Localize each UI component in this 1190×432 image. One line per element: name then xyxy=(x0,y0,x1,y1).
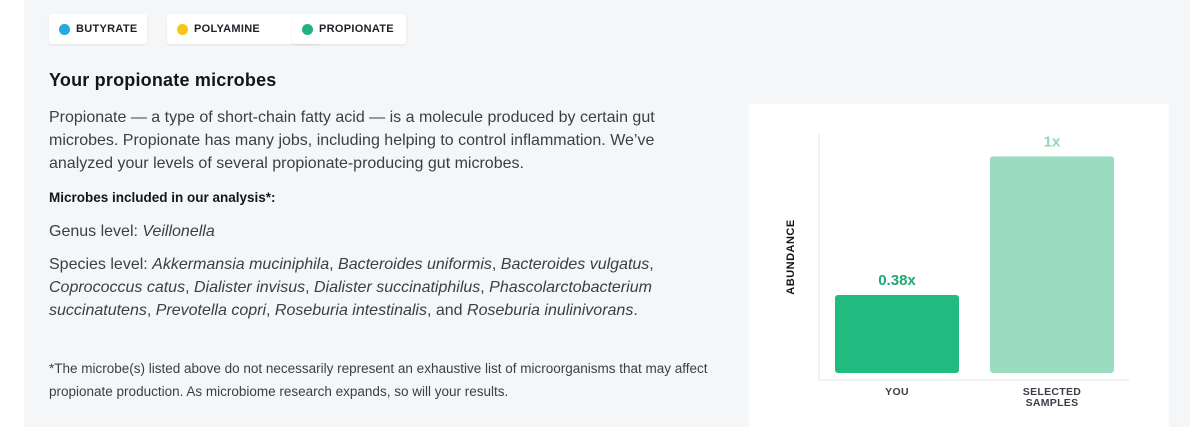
species-separator: , and xyxy=(426,302,468,319)
species-end: . xyxy=(633,302,638,319)
bar-value-label: 0.38x xyxy=(878,272,916,290)
bar-value-label: 1x xyxy=(1043,133,1061,151)
tab-label: POLYAMINE xyxy=(194,23,261,35)
category-label: SAMPLES xyxy=(1025,397,1079,409)
section-title: Your propionate microbes xyxy=(49,70,277,90)
species-name: Phascolarctobacterium succinatutens xyxy=(49,279,652,319)
species-separator: , xyxy=(266,302,275,319)
y-axis-label: ABUNDANCE xyxy=(785,219,797,295)
genus-name: Veillonella xyxy=(142,223,215,240)
abundance-chart-card xyxy=(749,104,1169,427)
genus-prefix: Genus level: xyxy=(49,223,143,240)
tab-propionate[interactable] xyxy=(292,14,406,44)
species-separator: , xyxy=(146,302,156,319)
intro-text: Propionate — a type of short-chain fatty acid — is a molecule produced by certain gut microbes. Propionate has many jobs, including helping to control inflammation. We’ve analyzed your levels of several propionate-producing gut microbes. xyxy=(49,109,655,172)
tab-label: PROPIONATE xyxy=(319,23,394,35)
species-name: Coprococcus catus xyxy=(49,279,186,296)
species-separator: , xyxy=(185,279,194,296)
species-separator: , xyxy=(649,256,654,273)
genus-level xyxy=(49,220,215,243)
butyrate-dot-icon xyxy=(59,24,70,35)
category-label: SELECTED xyxy=(1022,386,1082,398)
species-name: Roseburia intestinalis xyxy=(274,302,427,319)
species-name: Roseburia inulinivorans xyxy=(467,302,634,319)
species-separator: , xyxy=(329,256,339,273)
species-name: Dialister invisus xyxy=(193,279,306,296)
abundance-chart xyxy=(749,104,1169,427)
species-level xyxy=(49,253,719,322)
tab-butyrate[interactable] xyxy=(49,14,147,44)
propionate-dot-icon xyxy=(302,24,313,35)
footnote: *The microbe(s) listed above do not necessarily represent an exhaustive list of microorganisms that may affect propionate production. As microbiome research expands, so will your results. xyxy=(49,361,708,399)
species-name: Dialister succinatiphilus xyxy=(313,279,481,296)
species-separator: , xyxy=(491,256,501,273)
bar xyxy=(990,156,1114,373)
species-name: Akkermansia muciniphila xyxy=(152,256,330,273)
polyamine-dot-icon xyxy=(177,24,188,35)
included-heading: Microbes included in our analysis*: xyxy=(49,190,276,205)
species-name: Bacteroides uniformis xyxy=(338,256,492,273)
category-label: YOU xyxy=(885,386,909,398)
species-name: Bacteroides vulgatus xyxy=(500,256,650,273)
species-separator: , xyxy=(305,279,314,296)
tab-label: BUTYRATE xyxy=(76,23,138,35)
species-separator: , xyxy=(480,279,490,296)
bar xyxy=(835,295,959,373)
species-prefix: Species level: xyxy=(49,256,153,273)
species-name: Prevotella copri xyxy=(155,302,267,319)
